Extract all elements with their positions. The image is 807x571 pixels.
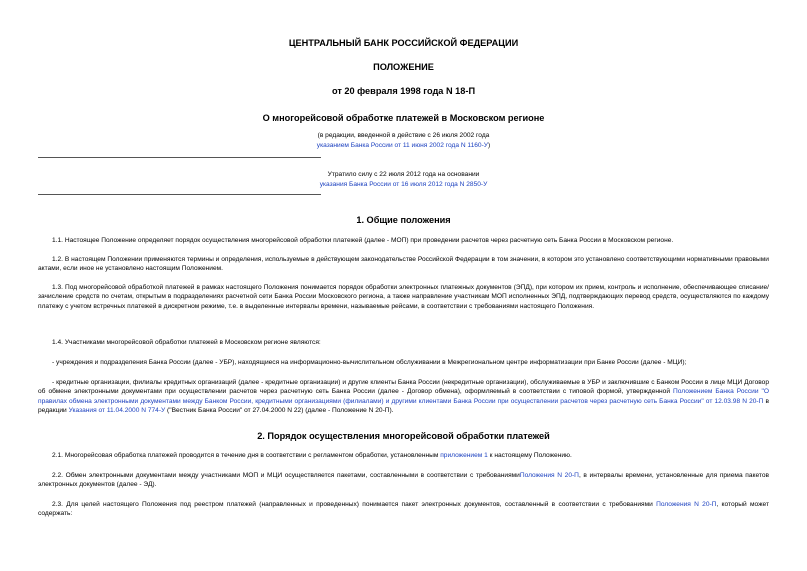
expired-note-line2 — [0, 180, 807, 189]
paragraph-2-1: 2.1. Многорейсовая обработка платежей проводится в течение дня в соответствии с регламентом обработки, установленным приложением 1 к настоящему Положению. — [52, 452, 572, 459]
paragraph-2-3: 2.3. Для целей настоящего Положения под реестром платежей (направленных и проведенных) понимается пакет электронных документов, составленный в соответствии с требованиями Положения N 20-П, который может содержать: — [38, 501, 769, 518]
decree-774u-link[interactable]: Указания от 11.04.2000 N 774-У — [68, 406, 166, 414]
paragraph-1-2: 1.2. В настоящем Положении применяются термины и определения, используемые в действующем законодательстве Российской Федерации в том значении, в котором это установлено соответствующими нормативными правовыми актами, если иное не установлено настоящим Положением. — [38, 256, 769, 273]
document-title: О многорейсовой обработке платежей в Московском регионе — [262, 113, 545, 123]
edition-note-close: ) — [488, 142, 491, 149]
paragraph-1-4: 1.4. Участниками многорейсовой обработки платежей в Московском регионе являются: — [52, 339, 321, 346]
section-1-heading: 1. Общие положения — [356, 215, 451, 225]
document-date-number: от 20 февраля 1998 года N 18-П — [331, 86, 476, 96]
regulation-20p-link-3[interactable]: Положения N 20-П — [656, 501, 717, 508]
divider-bottom — [38, 194, 321, 195]
edition-note-line1: (в редакции, введенной в действие с 26 июля 2002 года — [317, 132, 490, 139]
edition-decree-link[interactable]: указанием Банка России от 11 июня 2002 года N 1160-У — [316, 142, 488, 149]
regulation-20p-link[interactable]: Положением Банка России "О правилах обмена электронными документами между Банком России, кредитными организациями (филиалами) и другими клиентами Банка России при осуществлении расчетов через расчетную сеть Банка России" от 12.03.98 N 20-П — [38, 388, 769, 405]
document-type: ПОЛОЖЕНИЕ — [373, 62, 434, 72]
edition-note-line2 — [0, 141, 807, 150]
issuer-name: ЦЕНТРАЛЬНЫЙ БАНК РОССИЙСКОЙ ФЕДЕРАЦИИ — [288, 38, 519, 48]
paragraph-1-3: 1.3. Под многорейсовой обработкой платежей в рамках настоящего Положения понимается порядок обработки электронных платежных документов (ЭПД), при котором их прием, контроль и исполнение, обеспечивающее списание/зачисление средств по счетам, открытым в подразделениях расчетной сети Банка России Московского региона, а также направление участникам МОП исполненных ЭПД, подтверждающих перевод средств, осуществляются по каждому платежу с учетом встречных платежей в дискретном режиме, т.е. в выделенные интервалы времени, называемые рейсами, в соответствии с требованиями настоящего Положения. — [38, 284, 769, 310]
expired-note-line1: Утратило силу с 22 июля 2012 года на основании — [327, 171, 480, 178]
appendix-1-link[interactable]: приложением 1 — [440, 452, 488, 459]
divider-top — [38, 157, 321, 158]
expired-decree-link[interactable]: указания Банка России от 16 июля 2012 года N 2850-У — [319, 181, 488, 188]
paragraph-1-1: 1.1. Настоящее Положение определяет порядок осуществления многорейсовой обработки платежей (далее - МОП) при проведении расчетов через расчетную сеть Банка России в Московском регионе. — [52, 237, 674, 244]
paragraph-1-4-b: - кредитные организации, филиалы кредитных организаций (далее - кредитные организации) и другие клиенты Банка России (некредитные организации), обслуживаемые в УБР и заключившие с Банком России в лице МЦИ Договор об обмене электронными документами при осуществлении расчетов через расчетную сеть Банка России (далее - Договор обмена), оформляемый в соответствии с типовой формой, утвержденной Положением Банка России "О правилах обмена электронными документами между Банком России, кредитными организациями (филиалами) и другими клиентами Банка России при осуществлении расчетов через расчетную сеть Банка России" от 12.03.98 N 20-П в редакции Указания от 11.04.2000 N 774-У ("Вестник Банка России" от 27.04.2000 N 22) (далее - Положение N 20-П). — [38, 379, 769, 414]
regulation-20p-link-2[interactable]: Положения N 20-П — [519, 472, 579, 479]
paragraph-2-2: 2.2. Обмен электронными документами между участниками МОП и МЦИ осуществляется пакетами, составленными в соответствии с требованиямиПоложения N 20-П, в интервалы времени, установленные для приема пакетов электронных документов (далее - ЭД). — [38, 472, 770, 489]
section-2-heading: 2. Порядок осуществления многорейсовой обработки платежей — [257, 431, 550, 441]
paragraph-1-4-a: - учреждения и подразделения Банка России (далее - УБР), находящиеся на информационно-вычислительном обслуживании в Межрегиональном центре информатизации при Банке России (далее - МЦИ); — [52, 359, 687, 366]
